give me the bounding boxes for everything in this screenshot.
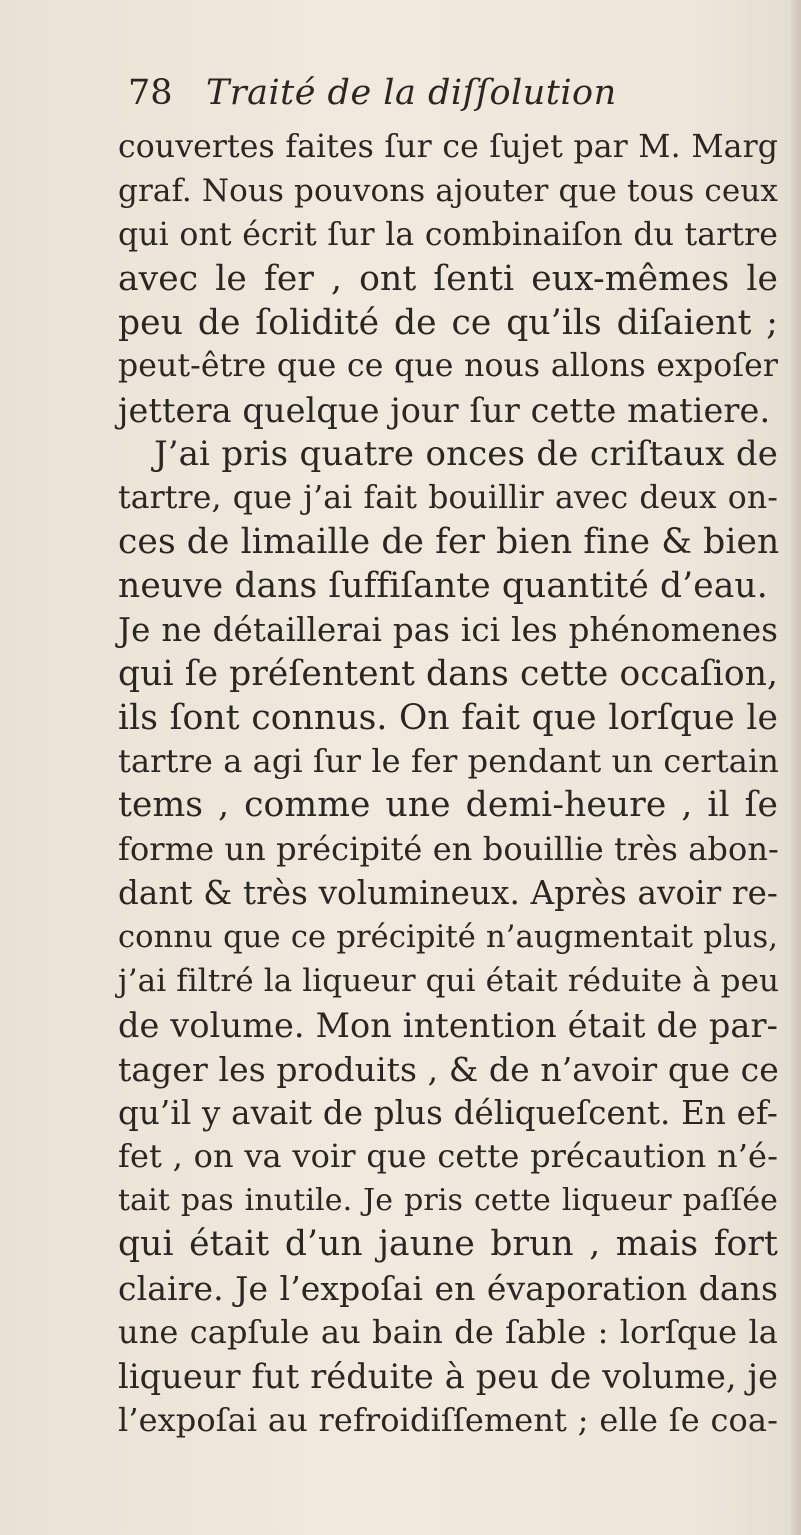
text-line: qui ont écrit ſur la combinaiſon du tartre: [118, 216, 778, 253]
text-line: qu’il y avait de plus déliqueſcent. En ef-: [118, 1093, 778, 1132]
text-line: tems , comme une demi-heure , il ſe: [118, 785, 778, 826]
text-line: ces de limaille de fer bien fine & bien: [118, 522, 780, 563]
text-line: claire. Je l’expoſai en évaporation dans: [118, 1269, 778, 1309]
text-line: ils ſont connus. On fait que lorſque le: [118, 697, 778, 738]
text-line: dant & très volumineux. Après avoir re-: [118, 874, 778, 913]
text-line: l’expoſai au refroidiſſement ; elle ſe coa-: [118, 1400, 778, 1439]
body-text: [118, 126, 778, 1443]
text-line: tait pas inutile. Je pris cette liqueur paſſée: [118, 1183, 778, 1219]
text-line: jettera quelque jour ſur cette matiere.: [118, 391, 771, 431]
text-line: graf. Nous pouvons ajouter que tous ceux: [118, 172, 778, 209]
running-title: Traité de la diſſolution: [206, 73, 617, 113]
text-line: peu de ſolidité de ce qu’ils diſaient ;: [118, 302, 778, 343]
text-line: avec le fer , ont ſenti eux-mêmes le: [118, 258, 778, 299]
text-line: couvertes faites ſur ce ſujet par M. Marg: [118, 129, 778, 165]
page-number: 78: [128, 73, 173, 113]
text-line: qui était d’un jaune brun , mais fort: [118, 1224, 778, 1265]
text-line: de volume. Mon intention était de par-: [118, 1005, 778, 1045]
text-line: liqueur fut réduite à peu de volume, je: [118, 1356, 778, 1396]
text-line: forme un précipité en bouillie très abon-: [118, 830, 779, 869]
text-line: fet , on va voir que cette précaution n’é-: [118, 1137, 778, 1176]
paragraph-start-line: J’ai pris quatre onces de criſtaux de: [154, 434, 778, 475]
page-edge-shadow: [791, 0, 801, 1535]
text-line: tager les produits , & de n’avoir que ce: [118, 1049, 779, 1089]
text-line: tartre a agi ſur le fer pendant un certain: [118, 742, 779, 781]
text-line: une capſule au bain de ſable : lorſque la: [118, 1313, 778, 1352]
text-line: neuve dans ſuffiſante quantité d’eau.: [118, 565, 768, 606]
text-line: Je ne détaillerai pas ici les phénomenes: [118, 610, 778, 649]
text-line: tartre, que j’ai fait bouillir avec deux on-: [118, 480, 778, 517]
page-header: [128, 68, 617, 118]
text-line: peut-être que ce que nous allons expoſer: [118, 348, 778, 385]
text-line: connu que ce précipité n’augmentait plus,: [118, 920, 778, 956]
text-line: qui ſe préſentent dans cette occaſion,: [118, 653, 779, 694]
text-line: j’ai filtré la liqueur qui était réduite à peu: [118, 962, 780, 999]
